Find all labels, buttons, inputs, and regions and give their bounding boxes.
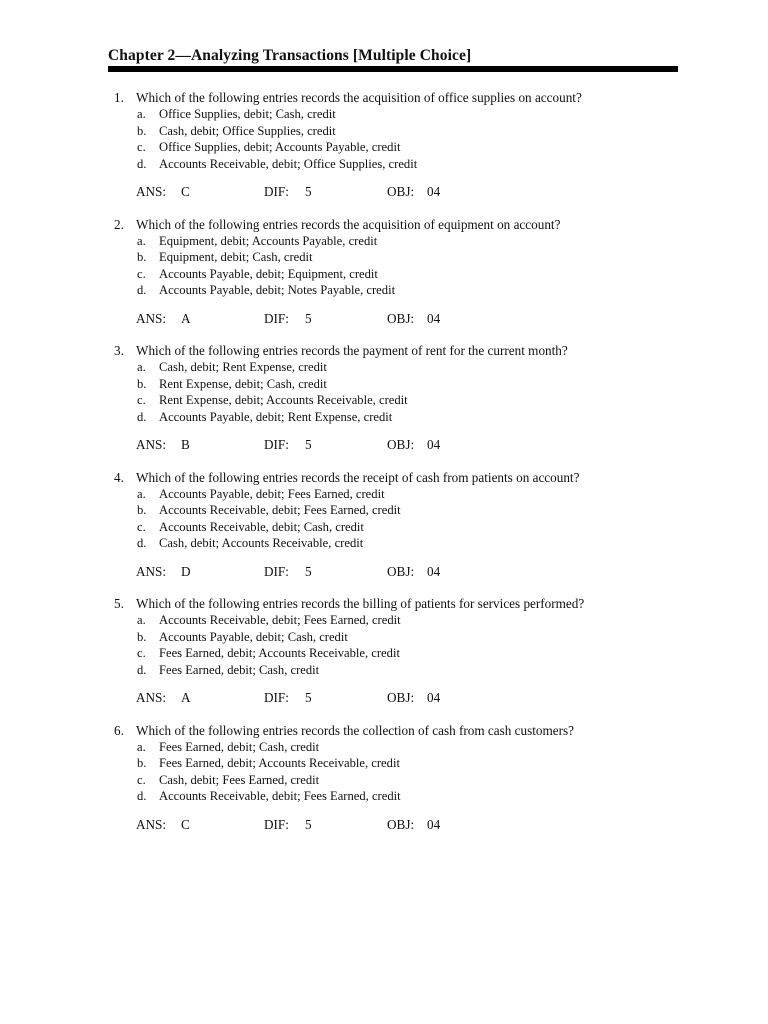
option-letter: a. bbox=[137, 613, 146, 628]
option-a bbox=[108, 739, 688, 756]
ans-value: A bbox=[181, 690, 191, 706]
obj-value: 04 bbox=[427, 184, 441, 199]
question-number: 4. bbox=[114, 469, 124, 485]
option-letter: d. bbox=[137, 536, 147, 551]
dif-value: 5 bbox=[305, 563, 312, 579]
ans-label: ANS: bbox=[136, 563, 167, 579]
option-text: Cash, debit; Rent Expense, credit bbox=[159, 360, 327, 375]
option-letter: c. bbox=[137, 519, 146, 534]
question-6 bbox=[108, 722, 688, 849]
answer-meta bbox=[108, 310, 688, 327]
option-text: Rent Expense, debit; Cash, credit bbox=[159, 376, 327, 391]
option-c bbox=[108, 392, 688, 409]
option-text: Fees Earned, debit; Accounts Receivable, credit bbox=[159, 646, 400, 661]
option-text: Cash, debit; Fees Earned, credit bbox=[159, 772, 320, 787]
option-letter: c. bbox=[137, 772, 146, 787]
option-text: Accounts Payable, debit; Equipment, credit bbox=[159, 266, 378, 281]
question-4 bbox=[108, 469, 688, 596]
obj-value: 04 bbox=[427, 563, 441, 579]
option-d bbox=[108, 282, 688, 299]
option-text: Accounts Receivable, debit; Office Supplies, credit bbox=[159, 156, 418, 171]
question-number: 3. bbox=[114, 343, 124, 359]
option-a bbox=[108, 106, 688, 123]
option-text: Fees Earned, debit; Accounts Receivable, credit bbox=[159, 756, 400, 771]
option-letter: d. bbox=[137, 283, 147, 298]
option-b bbox=[108, 755, 688, 772]
ans-value: C bbox=[181, 816, 190, 832]
answer-meta bbox=[108, 183, 688, 200]
option-text: Office Supplies, debit; Accounts Payable, credit bbox=[159, 140, 401, 154]
answer-meta bbox=[108, 689, 688, 706]
option-letter: d. bbox=[137, 156, 147, 171]
ans-label: ANS: bbox=[136, 310, 167, 326]
option-b bbox=[108, 249, 688, 266]
option-c bbox=[108, 519, 688, 536]
option-list bbox=[108, 106, 688, 172]
question-3 bbox=[108, 342, 688, 469]
option-letter: a. bbox=[137, 107, 146, 121]
option-a bbox=[108, 233, 688, 250]
question-stem bbox=[108, 216, 688, 233]
option-text: Accounts Receivable, debit; Fees Earned, credit bbox=[159, 503, 401, 518]
option-letter: b. bbox=[137, 756, 147, 771]
question-stem bbox=[108, 469, 688, 486]
question-text: Which of the following entries records the collection of cash from cash customers? bbox=[136, 722, 574, 738]
option-text: Equipment, debit; Cash, credit bbox=[159, 250, 313, 265]
question-5 bbox=[108, 595, 688, 722]
question-number: 5. bbox=[114, 596, 124, 612]
question-text: Which of the following entries records the acquisition of equipment on account? bbox=[136, 216, 561, 232]
option-letter: b. bbox=[137, 123, 147, 138]
option-letter: b. bbox=[137, 503, 147, 518]
dif-label: DIF: bbox=[264, 437, 289, 453]
option-text: Office Supplies, debit; Cash, credit bbox=[159, 107, 336, 121]
option-letter: d. bbox=[137, 662, 147, 677]
option-letter: d. bbox=[137, 789, 147, 804]
option-letter: b. bbox=[137, 376, 147, 391]
answer-meta bbox=[108, 563, 688, 580]
question-text: Which of the following entries records the acquisition of office supplies on account? bbox=[136, 90, 582, 105]
answer-meta bbox=[108, 436, 688, 453]
answer-meta bbox=[108, 816, 688, 833]
dif-value: 5 bbox=[305, 184, 312, 199]
option-c bbox=[108, 645, 688, 662]
ans-value: C bbox=[181, 184, 190, 199]
option-letter: a. bbox=[137, 739, 146, 754]
option-text: Equipment, debit; Accounts Payable, credit bbox=[159, 233, 378, 248]
option-d bbox=[108, 662, 688, 679]
question-text: Which of the following entries records the payment of rent for the current month? bbox=[136, 343, 568, 359]
option-letter: a. bbox=[137, 486, 146, 501]
option-b bbox=[108, 502, 688, 519]
option-c bbox=[108, 139, 688, 156]
option-c bbox=[108, 772, 688, 789]
obj-label: OBJ: bbox=[387, 690, 415, 706]
obj-label: OBJ: bbox=[387, 437, 415, 453]
option-letter: b. bbox=[137, 250, 147, 265]
option-text: Cash, debit; Office Supplies, credit bbox=[159, 123, 336, 138]
option-d bbox=[108, 535, 688, 552]
question-stem bbox=[108, 342, 688, 359]
option-list bbox=[108, 359, 688, 425]
option-text: Rent Expense, debit; Accounts Receivable, credit bbox=[159, 393, 408, 408]
option-list bbox=[108, 233, 688, 299]
option-d bbox=[108, 409, 688, 426]
option-list bbox=[108, 612, 688, 678]
option-letter: c. bbox=[137, 646, 146, 661]
obj-value: 04 bbox=[427, 310, 441, 326]
ans-value: D bbox=[181, 563, 191, 579]
option-text: Fees Earned, debit; Cash, credit bbox=[159, 739, 320, 754]
question-stem bbox=[108, 595, 688, 612]
ans-value: A bbox=[181, 310, 191, 326]
option-letter: b. bbox=[137, 629, 147, 644]
option-letter: a. bbox=[137, 360, 146, 375]
obj-value: 04 bbox=[427, 437, 441, 453]
ans-label: ANS: bbox=[136, 437, 167, 453]
ans-label: ANS: bbox=[136, 184, 167, 199]
question-1 bbox=[108, 89, 688, 216]
option-text: Cash, debit; Accounts Receivable, credit bbox=[159, 536, 364, 551]
option-list bbox=[108, 739, 688, 805]
option-a bbox=[108, 486, 688, 503]
option-text: Fees Earned, debit; Cash, credit bbox=[159, 662, 320, 677]
question-list bbox=[108, 89, 688, 849]
option-text: Accounts Payable, debit; Rent Expense, credit bbox=[159, 409, 393, 424]
option-text: Accounts Receivable, debit; Fees Earned, credit bbox=[159, 613, 401, 628]
dif-label: DIF: bbox=[264, 310, 289, 326]
question-text: Which of the following entries records the billing of patients for services performed? bbox=[136, 596, 585, 612]
title-rule bbox=[108, 66, 678, 72]
option-b bbox=[108, 376, 688, 393]
obj-label: OBJ: bbox=[387, 310, 415, 326]
ans-label: ANS: bbox=[136, 816, 167, 832]
dif-label: DIF: bbox=[264, 690, 289, 706]
option-a bbox=[108, 359, 688, 376]
option-a bbox=[108, 612, 688, 629]
question-number: 1. bbox=[114, 90, 124, 105]
dif-value: 5 bbox=[305, 437, 312, 453]
question-stem bbox=[108, 89, 688, 106]
dif-value: 5 bbox=[305, 690, 312, 706]
option-b bbox=[108, 123, 688, 140]
dif-label: DIF: bbox=[264, 184, 289, 199]
option-text: Accounts Receivable, debit; Fees Earned, credit bbox=[159, 789, 401, 804]
question-number: 6. bbox=[114, 722, 124, 738]
option-d bbox=[108, 156, 688, 173]
dif-label: DIF: bbox=[264, 816, 289, 832]
obj-value: 04 bbox=[427, 816, 441, 832]
option-letter: c. bbox=[137, 266, 146, 281]
option-letter: d. bbox=[137, 409, 147, 424]
dif-value: 5 bbox=[305, 816, 312, 832]
option-list bbox=[108, 486, 688, 552]
option-text: Accounts Payable, debit; Notes Payable, credit bbox=[159, 283, 396, 298]
ans-label: ANS: bbox=[136, 690, 167, 706]
option-letter: a. bbox=[137, 233, 146, 248]
obj-value: 04 bbox=[427, 690, 441, 706]
question-stem bbox=[108, 722, 688, 739]
option-text: Accounts Payable, debit; Cash, credit bbox=[159, 629, 348, 644]
question-2 bbox=[108, 216, 688, 343]
obj-label: OBJ: bbox=[387, 563, 415, 579]
option-d bbox=[108, 788, 688, 805]
obj-label: OBJ: bbox=[387, 816, 415, 832]
ans-value: B bbox=[181, 437, 190, 453]
option-text: Accounts Receivable, debit; Cash, credit bbox=[159, 519, 364, 534]
option-c bbox=[108, 266, 688, 283]
option-b bbox=[108, 629, 688, 646]
option-letter: c. bbox=[137, 140, 146, 154]
page-title: Chapter 2—Analyzing Transactions [Multiple Choice] bbox=[108, 47, 472, 64]
question-text: Which of the following entries records the receipt of cash from patients on account? bbox=[136, 469, 580, 485]
option-text: Accounts Payable, debit; Fees Earned, credit bbox=[159, 486, 385, 501]
question-number: 2. bbox=[114, 216, 124, 232]
obj-label: OBJ: bbox=[387, 184, 415, 199]
option-letter: c. bbox=[137, 393, 146, 408]
dif-label: DIF: bbox=[264, 563, 289, 579]
dif-value: 5 bbox=[305, 310, 312, 326]
